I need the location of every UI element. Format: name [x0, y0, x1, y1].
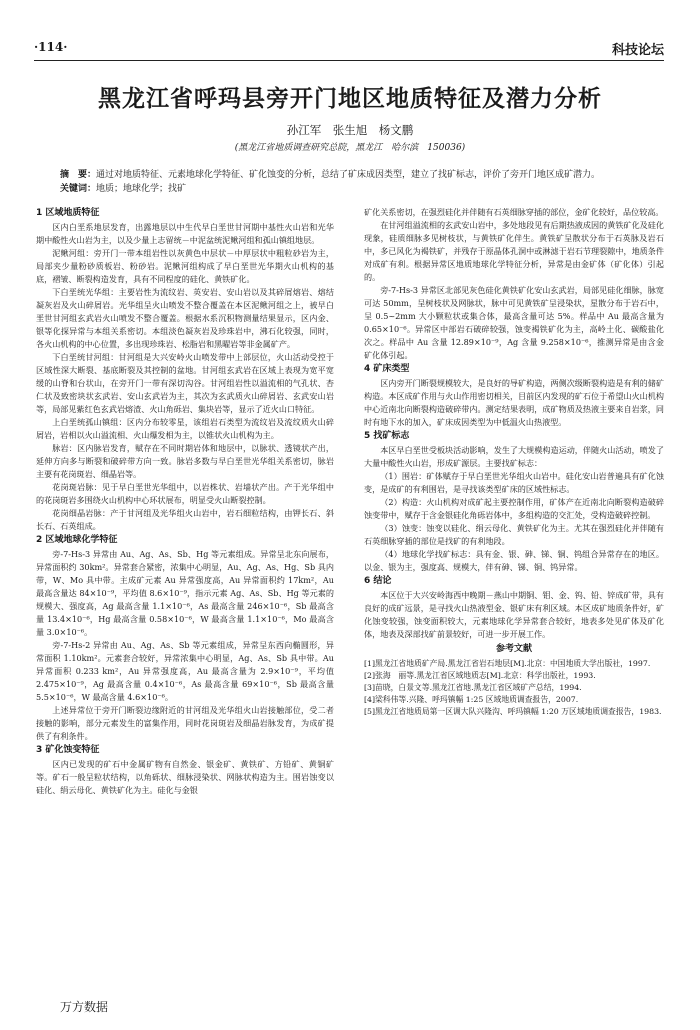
keywords-label: 关键词： — [60, 184, 97, 194]
section-heading: 4 矿床类型 — [364, 364, 410, 374]
paragraph: 泥鳅河组：旁开门一带本组岩性以灰黄色中层状－中厚层状中粗粒砂岩为主，局部夹少量粉砂质板岩、粉砂岩。泥鳅河组构成了早白垩世光华期火山机构的基底，褶皱、断裂构造发育，具有不同程度的硅化、黄铁矿化。 — [36, 248, 334, 284]
keywords — [60, 182, 660, 196]
paragraph: 本区早白垩世受板块活动影响，发生了大规模构造运动，伴随火山活动，喷发了大量中酸性火山岩，形成矿源层。主要找矿标志： — [364, 445, 664, 468]
paragraph: 下白垩统光华组：主要岩性为流纹岩、英安岩、安山岩以及其碎屑熔岩、熔结凝灰岩及火山碎屑岩。光华组呈火山喷发不整合覆盖在本区泥鳅河组之上，被早白垩世甘河组玄武岩火山喷发不整合覆盖。根据水系沉积物测量结果显示，区内金、银等化探异常与本组关系密切。本组淡色凝灰岩及珍珠岩中，沸石化较强，同时，各火山机构的中心位置，多出现珍珠岩、松脂岩和黑曜岩等非金属矿产。 — [36, 287, 334, 349]
section-heading: 1 区域地质特征 — [36, 208, 100, 218]
abstract-label: 摘 要： — [60, 170, 97, 180]
section-heading: 2 区域地球化学特征 — [36, 535, 118, 545]
paragraph: 区内旁开门断裂规模较大，是良好的导矿构造，两侧次级断裂构造是有利的储矿构造。本区成矿作用与火山作用密切相关，目前区内发现的矿石位于希望山火山机构中心近南北向断裂构造破碎带内。测定结果表明，成矿物质及热液主要来自岩浆，同时有地下水的加入，矿床成因类型为中低温火山热液型。 — [364, 378, 664, 427]
paragraph: （1）围岩：矿体赋存于早白垩世光华组火山岩中。硅化安山岩普遍具有矿化蚀变，是成矿的有利围岩，是寻找该类型矿床的区域性标志。 — [364, 471, 664, 494]
journal-section-title: 科技论坛 — [611, 43, 664, 58]
abstract-text: 通过对地质特征、元素地球化学特征、矿化蚀变的分析，总结了矿床成因类型，建立了找矿标志，评价了旁开门地区成矿潜力。 — [96, 170, 601, 180]
abstract — [60, 168, 660, 182]
paragraph: 上述异常位于旁开门断裂边缘附近的甘河组及光华组火山岩接触部位，受二者接触的影响，部分元素发生的富集作用，同时花岗斑岩及细晶岩脉发育，为成矿提供了有利条件。 — [36, 705, 334, 741]
references-list — [364, 658, 664, 718]
paragraph: 在甘河组溢流相的玄武安山岩中，多处地段见有后期热液成因的黄铁矿化及硅化现象，硅质细脉多见树枝状，与黄铁矿化伴生。黄铁矿呈散状分布于石英脉及岩石中，多已风化为褐铁矿，并残存于原晶体孔洞中或淋滤于岩石节理裂隙中，地质条件对成矿有利。根据异常区地质地球化学特征分析，异常是由金矿体（矿化体）引起的。 — [364, 220, 664, 282]
paragraph: 旁-7-Hs-3 异常区北部见灰色硅化黄铁矿化安山玄武岩，局部见硅化细脉，脉宽可达 50mm，呈树枝状及网脉状，脉中可见黄铁矿呈浸染状，星散分布于岩石中，呈 0.5~2mm 大小颗粒状或集合体，最高含量可达 5%。样品中 Au 最高含量为 0.65×10⁻⁶。异常区中部岩石破碎较强，蚀变褐铁矿化为主，高岭土化、碳酸盐化次之。样品中 Au 含量 12.89×10⁻⁹，Ag 含量 9.258×10⁻⁶，推测异常是由含金矿化体引起。 — [364, 285, 664, 360]
paragraph: 上白垩统孤山镇组：区内分布较零星，该组岩石类型为流纹岩及流纹质火山碎屑岩，岩相以火山溢流相、火山爆发相为主，以锥状火山机构为主。 — [36, 417, 334, 440]
paragraph: （3）蚀变：蚀变以硅化、绢云母化、黄铁矿化为主。尤其在强烈硅化并伴随有石英细脉穿插的部位是找矿的有利地段。 — [364, 523, 664, 546]
paragraph: （2）构造：火山机构对成矿起主要控制作用，矿体产在近南北向断裂构造破碎蚀变带中，赋存于含金银硅化角砾岩体中，多组构造的交汇处，受构造破碎控制。 — [364, 497, 664, 520]
article-title: 黑龙江省呼玛县旁开门地区地质特征及潜力分析 — [98, 86, 602, 112]
abstract-block — [60, 168, 660, 196]
section-heading: 3 矿化蚀变特征 — [36, 745, 100, 755]
paragraph: 旁-7-Hs-3 异常由 Au、Ag、As、Sb、Hg 等元素组成。异常呈北东向展布，异常面积约 30km²。异常套合紧密，浓集中心明显，Au、Ag、As、Hg、Sb 具内带，W、Mo 具中带。主成矿元素 Au 异常强度高，Au 异常面积约 17km²，Au 最高含量达 84×10⁻⁹，平均值 8.6×10⁻⁹，指示元素 Ag、As、Sb、Hg 等元素的规模大、强度高，Ag 最高含量 1.1×10⁻⁶，As 最高含量 246×10⁻⁶，Sb 最高含量 13.4×10⁻⁶，Hg 最高含量 0.58×10⁻⁶，W 最高含量 1.1×10⁻⁶，Mo 最高含量 3.0×10⁻⁶。 — [36, 549, 334, 637]
paragraph: 花岗细晶岩脉：产于甘河组及光华组火山岩中，岩石细粒结构，由钾长石、斜长石、石英组成。 — [36, 508, 334, 531]
paragraph: 区内已发现的矿石中金属矿物有自然金、银金矿、黄铁矿、方铅矿、黄铜矿等。矿石一般呈粒状结构，以角砾状、细脉浸染状、网脉状构造为主。围岩蚀变以硅化、绢云母化、黄铁矿化为主。硅化与金银 — [36, 759, 334, 795]
paragraph: 下白垩统甘河组：甘河组是大兴安岭火山喷发带中上部层位，火山活动受控于区域性深大断裂、基底断裂及其控制的盆地。甘河组玄武岩在区域上表现为宽平宽缓的山脊和台状山，在旁开门一带有深切沟谷。甘河组岩性以溢流相的气孔状、杏仁状及致密块状玄武岩、安山玄武岩为主，其次为玄武质火山碎屑岩、玄武安山岩等，局部见紫红色玄武岩熔渣、火山角砾岩、集块岩等，显示了近火山口特征。 — [36, 352, 334, 414]
footer-watermark: 万方数据 — [60, 1000, 109, 1014]
paragraph: （4）地球化学找矿标志：具有金、银、砷、锑、铜、钨组合异常存在的地区。以金、银为主，强度高、规模大，伴有砷、锑、铜、钨异常。 — [364, 549, 664, 572]
authors: 孙江军 张生旭 杨文鹏 — [286, 123, 414, 137]
paragraph: 脉岩：区内脉岩发育，赋存在不同时期岩体和地层中，以脉状、透镜状产出，延伸方向多与断裂和破碎带方向一致。脉岩多数与早白垩世光华组关系密切，脉岩主要有花岗斑岩、细晶岩等。 — [36, 443, 334, 479]
reference-item: [2]张海 丽等.黑龙江省区域地质志[M].北京：科学出版社，1993. — [364, 671, 596, 680]
reference-item: [4]梁科伟等.兴隆、呼玛镇幅 1:25 区域地质调查报告，2007. — [364, 695, 579, 704]
section-heading: 6 结论 — [364, 576, 392, 586]
right-column — [364, 206, 664, 718]
paragraph: 本区位于大兴安岭海西中晚期－燕山中期铜、钼、金、钨、铅、锌成矿带，具有良好的成矿远景，是寻找火山热液型金、银矿床有利区域。本区成矿地质条件好，矿化蚀变较强，蚀变面积较大，元素地球化学异常套合较好，地表多处见矿体及矿化体，地表及深部找矿前景较好，可进一步开展工作。 — [364, 590, 664, 639]
references-heading: 参考文献 — [495, 644, 532, 654]
paragraph: 旁-7-Hs-2 异常由 Au、Ag、As、Sb 等元素组成，异常呈东西向椭圆形，异常面积 1.10km²。元素套合较好，异常浓集中心明显，Ag、As、Sb 具中带。Au 异常面积 0.233 km²，Au 异常强度高，Au 最高含量为 2.9×10⁻⁹，平均值 2.475×10⁻⁹，Ag 最高含量 0.4×10⁻⁶，As 最高含量 69×10⁻⁶，Sb 最高含量 5.5×10⁻⁶，W 最高含量 4.6×10⁻⁶。 — [36, 640, 334, 702]
reference-item: [3]苗晓，白景文等.黑龙江省地.黑龙江省区域矿产总结，1994. — [364, 683, 582, 692]
paragraph: 区内白垩系地层发育，出露地层以中生代早白垩世甘河期中基性火山岩和光华期中酸性火山岩为主，以及少量上志留统－中泥盆统泥鳅河组和孤山镇组地层。 — [36, 222, 334, 245]
paragraph: 矿化关系密切，在强烈硅化并伴随有石英细脉穿插的部位，金矿化较好，品位较高。 — [364, 207, 664, 217]
reference-item: [1]黑龙江省地质矿产局.黑龙江省岩石地层[M].北京：中国地质大学出版社，1997. — [364, 659, 651, 668]
paragraph: 花岗斑岩脉：见于早白垩世光华组中，以岩株状、岩墙状产出。产于光华组中的花岗斑岩多围绕火山机构中心环状展布，明显受火山断裂控制。 — [36, 482, 334, 505]
section-heading: 5 找矿标志 — [364, 431, 410, 441]
header-rule — [34, 60, 664, 61]
left-column — [36, 206, 334, 797]
page-header — [34, 36, 664, 58]
affiliation: (黑龙江省地质调查研究总院，黑龙江 哈尔滨 150036) — [234, 143, 466, 153]
page-number: ·114· — [34, 40, 68, 54]
reference-item: [5]黑龙江省地质局第一区调大队兴隆沟、呼玛镇幅 1:20 万区域地质调查报告，1983. — [364, 707, 662, 716]
keywords-text: 地质；地球化学；找矿 — [96, 184, 187, 194]
